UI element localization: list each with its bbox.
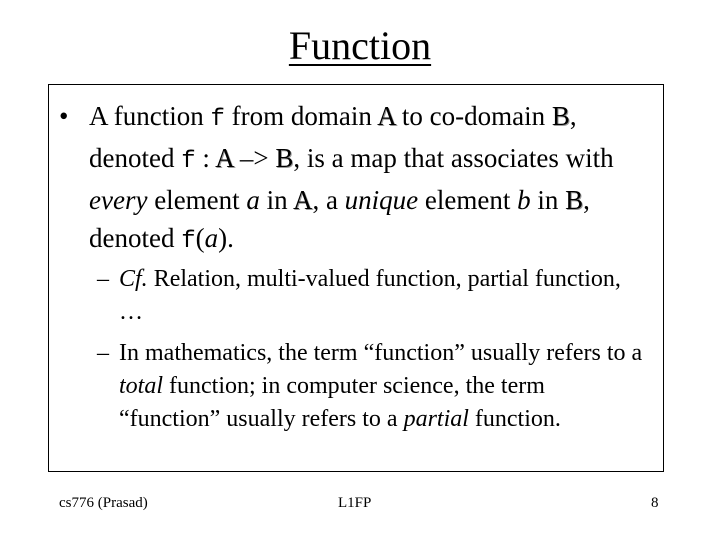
bullet-marker: •	[59, 101, 69, 131]
arrow-symbol: –>	[233, 143, 276, 173]
footer-author: cs776 (Prasad)	[59, 495, 148, 511]
footer-lecture: L1FP	[338, 495, 372, 511]
set-symbol-b: B	[275, 143, 294, 173]
text-run: in	[530, 185, 566, 215]
variable-a: a	[246, 185, 260, 215]
text-run: function.	[468, 406, 561, 432]
text-run: A function	[89, 101, 211, 131]
slide-title	[0, 18, 720, 74]
text-run: element	[418, 185, 518, 215]
text-run: element	[147, 185, 247, 215]
main-bullet-text	[89, 97, 655, 261]
footer-page-number: 8	[651, 495, 659, 511]
sub-bullet-mathematics-text	[119, 337, 649, 436]
variable-a: a	[204, 223, 219, 253]
text-run: function; in computer science, the term “function” usually refers to a	[119, 373, 545, 432]
text-run: in	[259, 185, 293, 215]
emphasis-unique: unique	[344, 185, 419, 215]
text-run: from domain	[224, 101, 378, 131]
set-symbol-a: A	[377, 101, 396, 131]
function-symbol: f	[181, 148, 196, 175]
emphasis-partial: partial	[403, 406, 469, 432]
function-symbol: f	[181, 228, 196, 255]
set-symbol-b: B	[565, 185, 584, 215]
text-run: , denoted	[89, 185, 590, 253]
sub-bullet-marker: –	[97, 340, 109, 366]
emphasis-every: every	[89, 185, 148, 215]
text-run: :	[195, 143, 216, 173]
text-run: , denoted	[89, 101, 577, 173]
content-frame	[48, 84, 664, 472]
sub-bullet-cf-text	[119, 263, 639, 329]
set-symbol-a: A	[215, 143, 234, 173]
emphasis-cf: Cf.	[119, 266, 148, 292]
set-symbol-a: A	[292, 185, 313, 215]
text-run: ).	[218, 223, 234, 253]
text-run: In mathematics, the term “function” usually refers to a	[119, 340, 643, 366]
text-run: (	[195, 223, 205, 253]
slide-title-text: Function	[288, 23, 432, 68]
text-run: , a	[312, 185, 345, 215]
sub-bullet-marker: –	[97, 266, 109, 292]
text-run: Relation, multi-valued function, partial function, …	[119, 266, 621, 325]
text-run: to co-domain	[395, 101, 552, 131]
variable-b: b	[517, 185, 531, 215]
emphasis-total: total	[119, 373, 164, 399]
set-symbol-b: B	[551, 101, 570, 131]
text-run: , is a map that associates with	[293, 143, 614, 173]
function-symbol: f	[210, 106, 225, 133]
